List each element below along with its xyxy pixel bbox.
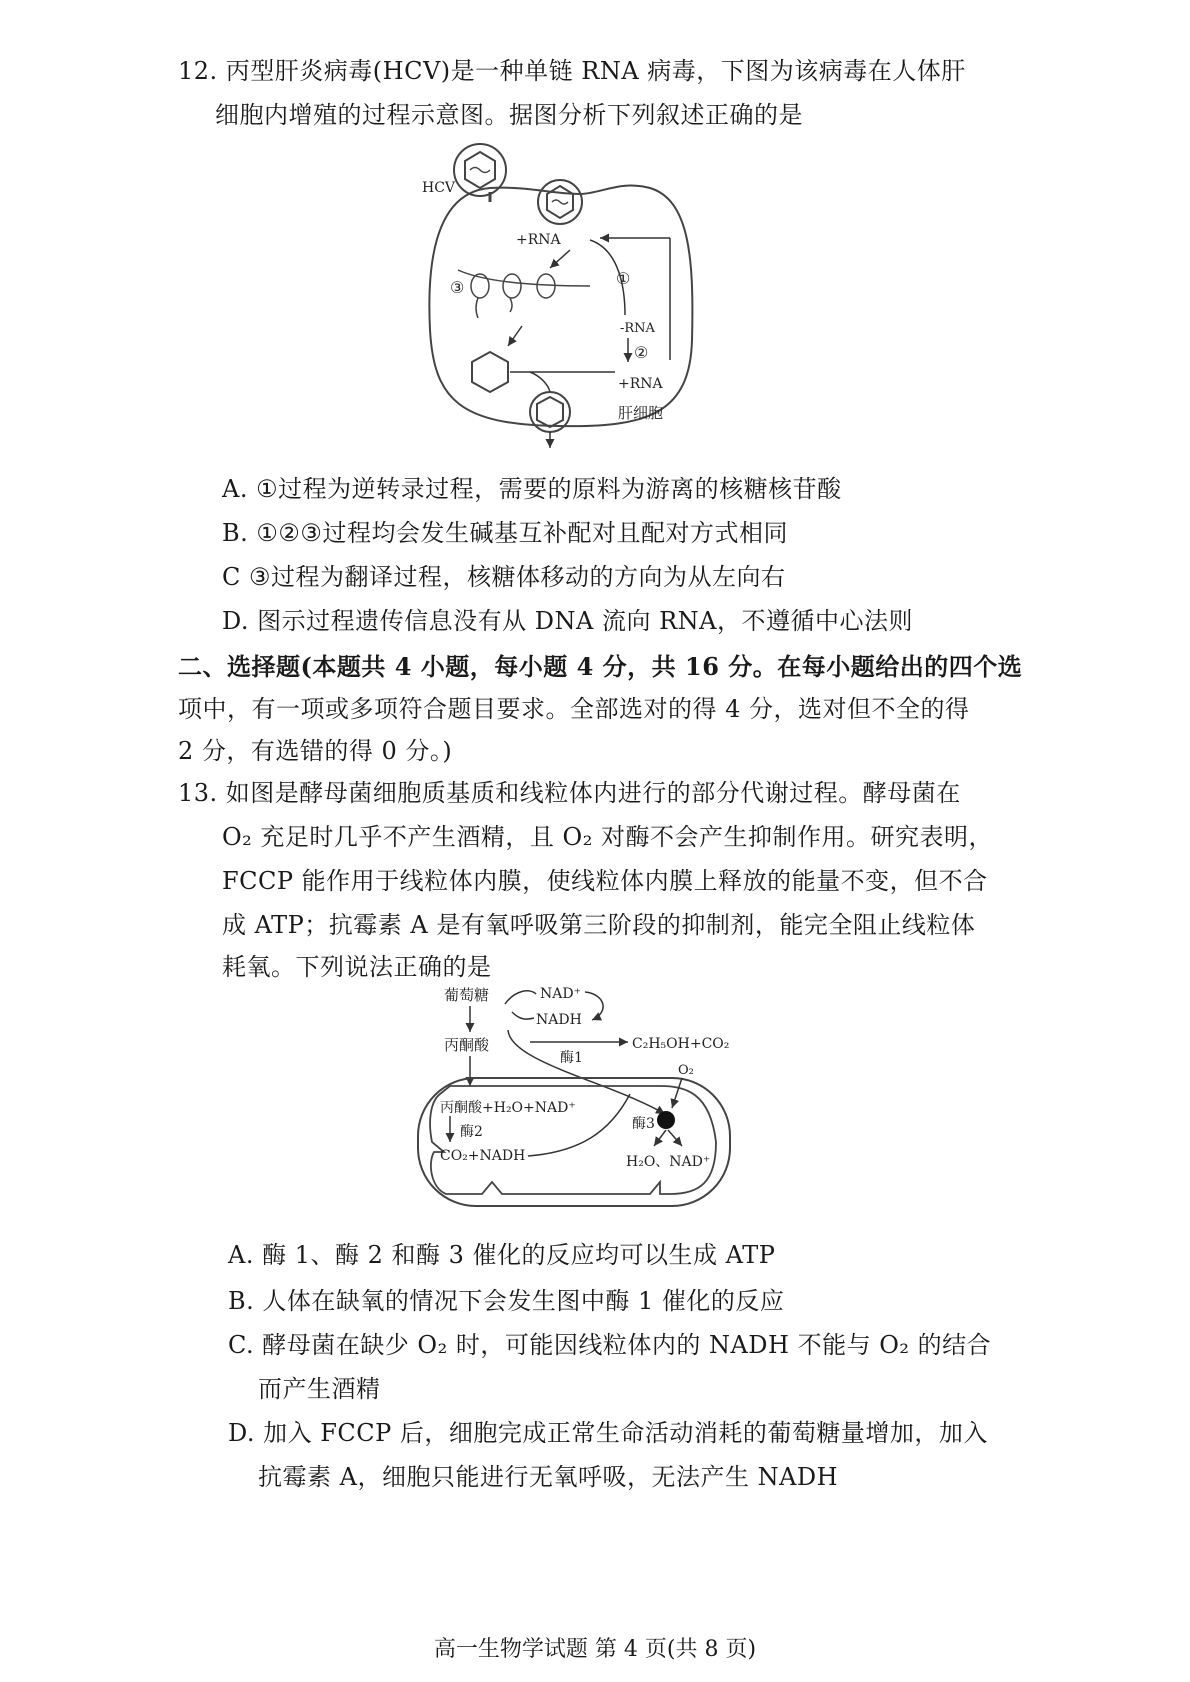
- hcv-label: HCV: [422, 180, 456, 196]
- q12-option-d[interactable]: D. 图示过程遗传信息没有从 DNA 流向 RNA，不遵循中心法则: [222, 607, 914, 635]
- pyruvate-label: 丙酮酸: [444, 1036, 490, 1054]
- enzyme2-label: 酶2: [460, 1124, 483, 1140]
- q13-option-d-line2: 抗霉素 A，细胞只能进行无氧呼吸，无法产生 NADH: [258, 1463, 839, 1491]
- q13-option-c-line2: 而产生酒精: [258, 1375, 381, 1403]
- mito-reactants-label: 丙酮酸+H₂O+NAD⁺: [440, 1100, 576, 1116]
- glucose-label: 葡萄糖: [444, 986, 490, 1004]
- hcv-release: [530, 392, 570, 448]
- liver-cell-label: 肝细胞: [618, 404, 664, 422]
- step1-label: ①: [616, 269, 631, 288]
- mitochondrion-outer: [418, 1078, 730, 1206]
- mito-products-label: CO₂+NADH: [440, 1148, 526, 1164]
- nadh-label: NADH: [536, 1012, 582, 1028]
- enzyme1-label: 酶1: [560, 1050, 583, 1066]
- section2-line2: 项中，有一项或多项符合题目要求。全部选对的得 4 分，选对但不全的得: [178, 695, 970, 723]
- step2-label: ②: [634, 343, 649, 362]
- q13-stem-line1: 13. 如图是酵母菌细胞质基质和线粒体内进行的部分代谢过程。酵母菌在: [178, 779, 961, 807]
- q12-stem-line2: 细胞内增殖的过程示意图。据图分析下列叙述正确的是: [215, 101, 803, 129]
- yeast-metabolism-figure: [410, 982, 740, 1212]
- plus-rna-bottom-label: +RNA: [618, 376, 663, 392]
- enzyme3-label: 酶3: [632, 1116, 655, 1132]
- q13-stem-line3: FCCP 能作用于线粒体内膜，使线粒体内膜上释放的能量不变，但不合: [222, 867, 988, 895]
- ethanol-label: C₂H₅OH+CO₂: [632, 1036, 730, 1052]
- q12-stem-line1: 12. 丙型肝炎病毒(HCV)是一种单链 RNA 病毒，下图为该病毒在人体肝: [178, 57, 966, 85]
- o2-label: O₂: [678, 1063, 694, 1078]
- nad-plus-label: NAD⁺: [540, 986, 581, 1002]
- plus-rna-top-label: +RNA: [516, 232, 561, 248]
- products3-label: H₂O、NAD⁺: [626, 1154, 711, 1170]
- enzyme3-complex: [657, 1111, 675, 1129]
- q13-option-a[interactable]: A. 酶 1、酶 2 和酶 3 催化的反应均可以生成 ATP: [228, 1241, 776, 1269]
- ribosomes: [471, 274, 555, 318]
- q12-option-b[interactable]: B. ①②③过程均会发生碱基互补配对且配对方式相同: [222, 519, 788, 547]
- hcv-entering: [538, 180, 582, 224]
- q13-option-d-line1[interactable]: D. 加入 FCCP 后，细胞完成正常生命活动消耗的葡萄糖量增加，加入: [228, 1419, 988, 1447]
- hcv-replication-figure: [420, 140, 720, 450]
- page-footer: 高一生物学试题 第 4 页(共 8 页): [433, 1637, 757, 1662]
- section2-line3: 2 分，有选错的得 0 分。): [178, 737, 453, 765]
- q13-option-b[interactable]: B. 人体在缺氧的情况下会发生图中酶 1 催化的反应: [228, 1287, 785, 1315]
- q13-stem-line4: 成 ATP；抗霉素 A 是有氧呼吸第三阶段的抑制剂，能完全阻止线粒体: [222, 911, 976, 939]
- step3-label: ③: [450, 278, 465, 297]
- q13-option-c-line1[interactable]: C. 酵母菌在缺少 O₂ 时，可能因线粒体内的 NADH 不能与 O₂ 的结合: [228, 1331, 992, 1359]
- minus-rna-label: -RNA: [620, 321, 655, 336]
- q13-stem-line2: O₂ 充足时几乎不产生酒精，且 O₂ 对酶不会产生抑制作用。研究表明，: [222, 823, 993, 851]
- hcv-virion-outside: [454, 144, 506, 202]
- q13-stem-line5: 耗氧。下列说法正确的是: [222, 953, 492, 981]
- q12-option-a[interactable]: A. ①过程为逆转录过程，需要的原料为游离的核糖核苷酸: [222, 475, 842, 503]
- section2-line1: 二、选择题(本题共 4 小题，每小题 4 分，共 16 分。在每小题给出的四个选: [178, 652, 1023, 681]
- q12-option-c[interactable]: C ③过程为翻译过程，核糖体移动的方向为从左向右: [222, 563, 786, 591]
- assembled-capsid: [472, 352, 508, 392]
